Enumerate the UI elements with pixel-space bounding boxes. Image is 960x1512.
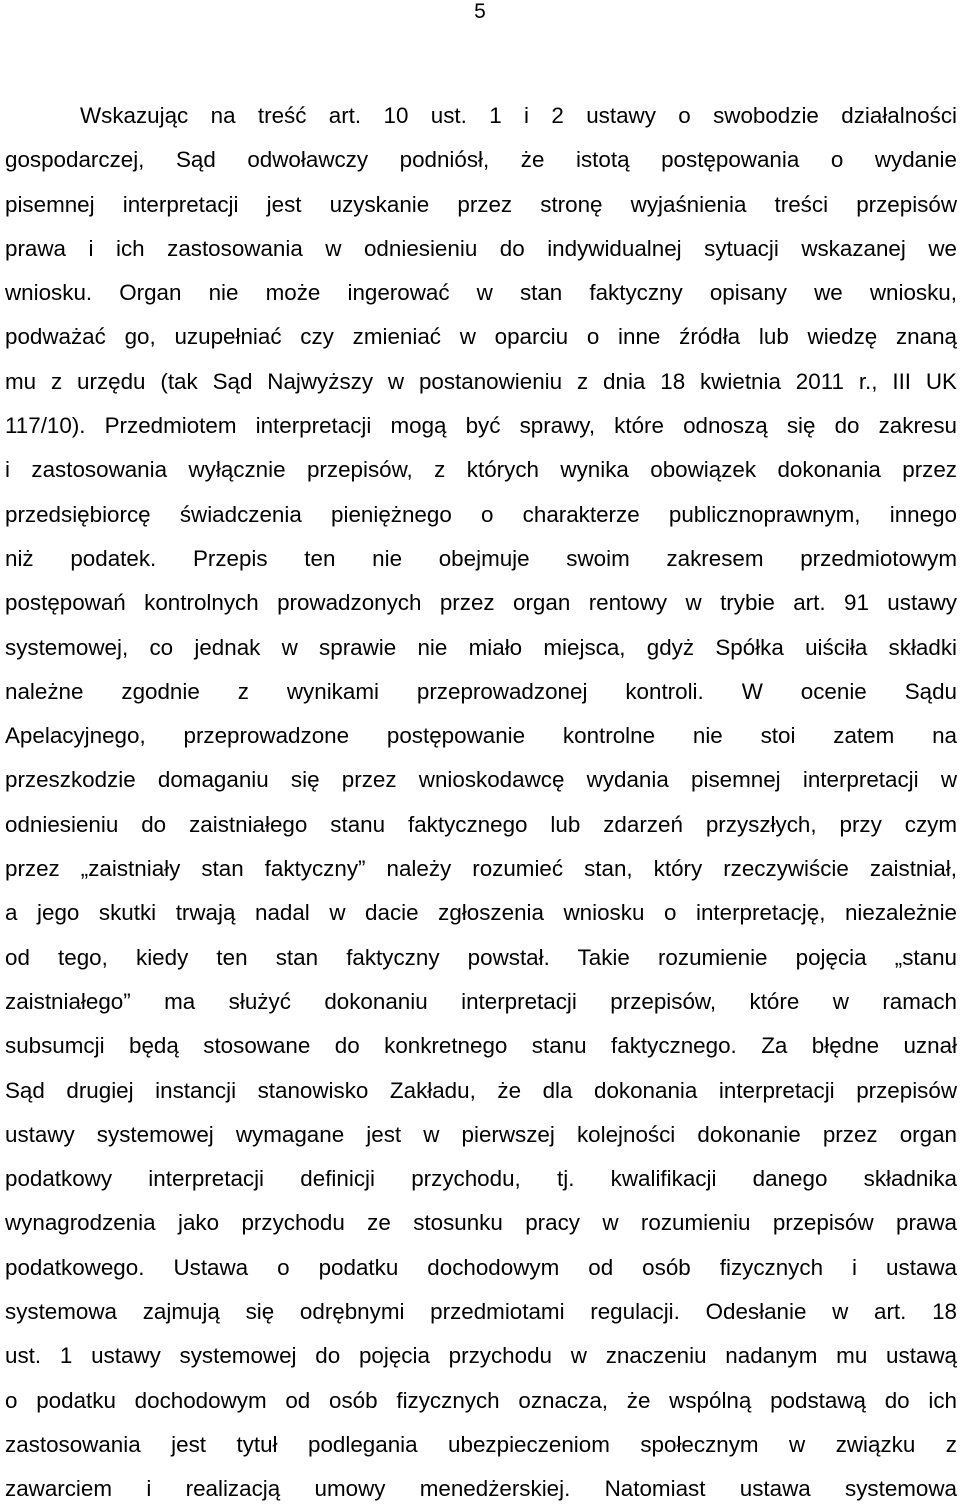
paragraph: [5, 94, 957, 1512]
text-line: systemowej, co jednak w sprawie nie miało miejsca, gdyż Spółka uiściła składki: [5, 634, 957, 660]
text-line: subsumcji będą stosowane do konkretnego stanu faktycznego. Za błędne uznał: [5, 1033, 957, 1059]
text-line: ust. 1 ustawy systemowej do pojęcia przychodu w znaczeniu nadanym mu ustawą: [5, 1343, 957, 1369]
text-line: podatkowy interpretacji definicji przychodu, tj. kwalifikacji danego składnika: [5, 1166, 957, 1192]
text-line: a jego skutki trwają nadal w dacie zgłoszenia wniosku o interpretację, niezależnie: [5, 900, 957, 926]
text-line: odniesieniu do zaistniałego stanu faktycznego lub zdarzeń przyszłych, przy czym: [5, 811, 957, 837]
text-line: gospodarczej, Sąd odwoławczy podniósł, że istotą postępowania o wydanie: [5, 147, 957, 173]
text-line: o podatku dochodowym od osób fizycznych oznacza, że wspólną podstawą do ich: [5, 1387, 957, 1413]
text-line: prawa i ich zastosowania w odniesieniu do indywidualnej sytuacji wskazanej we: [5, 235, 957, 261]
text-line: zastosowania jest tytuł podlegania ubezpieczeniom społecznym w związku z: [5, 1431, 957, 1457]
text-line: postępowań kontrolnych prowadzonych przez organ rentowy w trybie art. 91 ustawy: [5, 590, 957, 616]
document-body: [5, 94, 957, 1512]
text-line: podatkowego. Ustawa o podatku dochodowym od osób fizycznych i ustawa: [5, 1254, 957, 1280]
text-line: przedsiębiorcę świadczenia pieniężnego o charakterze publicznoprawnym, innego: [5, 501, 957, 527]
text-line: przeszkodzie domaganiu się przez wnioskodawcę wydania pisemnej interpretacji w: [5, 767, 957, 793]
text-line: zawarciem i realizacją umowy menedżerskiej. Natomiast ustawa systemowa: [5, 1476, 957, 1502]
text-line: systemowa zajmują się odrębnymi przedmiotami regulacji. Odesłanie w art. 18: [5, 1299, 957, 1325]
text-line: mu z urzędu (tak Sąd Najwyższy w postanowieniu z dnia 18 kwietnia 2011 r., III UK: [5, 368, 957, 394]
text-line: Wskazując na treść art. 10 ust. 1 i 2 ustawy o swobodzie działalności: [80, 103, 957, 128]
text-line: wynagrodzenia jako przychodu ze stosunku pracy w rozumieniu przepisów prawa: [5, 1210, 957, 1236]
page-number: 5: [474, 0, 486, 23]
text-line: niż podatek. Przepis ten nie obejmuje swoim zakresem przedmiotowym: [5, 545, 957, 571]
text-line: Sąd drugiej instancji stanowisko Zakładu, że dla dokonania interpretacji przepisów: [5, 1077, 957, 1103]
text-line: pisemnej interpretacji jest uzyskanie przez stronę wyjaśnienia treści przepisów: [5, 191, 957, 217]
text-line: wniosku. Organ nie może ingerować w stan faktyczny opisany we wniosku,: [5, 280, 957, 306]
text-line: i zastosowania wyłącznie przepisów, z których wynika obowiązek dokonania przez: [5, 457, 957, 483]
text-line: należne zgodnie z wynikami przeprowadzonej kontroli. W ocenie Sądu: [5, 678, 957, 704]
text-line: 117/10). Przedmiotem interpretacji mogą być sprawy, które odnoszą się do zakresu: [5, 413, 957, 439]
text-line: przez „zaistniały stan faktyczny” należy rozumieć stan, który rzeczywiście zaistniał,: [5, 856, 957, 882]
text-line: podważać go, uzupełniać czy zmieniać w oparciu o inne źródła lub wiedzę znaną: [5, 324, 957, 350]
text-line: od tego, kiedy ten stan faktyczny powstał. Takie rozumienie pojęcia „stanu: [5, 944, 957, 970]
text-line: ustawy systemowej wymagane jest w pierwszej kolejności dokonanie przez organ: [5, 1121, 957, 1147]
text-line: zaistniałego” ma służyć dokonaniu interpretacji przepisów, które w ramach: [5, 988, 957, 1014]
text-line: Apelacyjnego, przeprowadzone postępowanie kontrolne nie stoi zatem na: [5, 723, 957, 749]
